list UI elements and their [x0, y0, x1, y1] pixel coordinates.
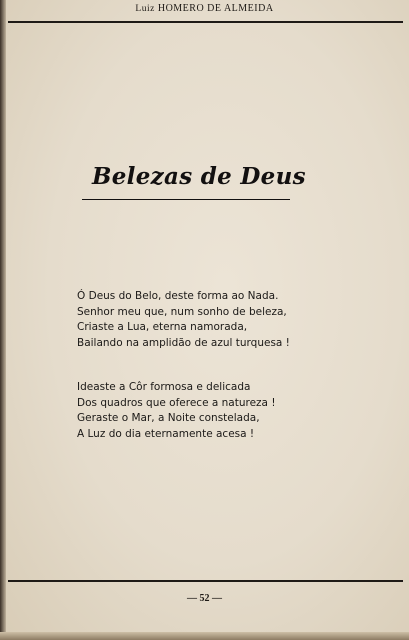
verse-line: Geraste o Mar, a Noite constelada, [77, 412, 260, 424]
verse-line: Ó Deus do Belo, deste forma ao Nada. [77, 290, 279, 302]
author-surname: HOMERO DE ALMEIDA [157, 3, 274, 14]
poem-title: Belezas de Deus [92, 163, 306, 190]
author-first-name: Luiz [135, 4, 155, 14]
verse-line: A Luz do dia eternamente acesa ! [77, 427, 255, 440]
page-left-edge [0, 0, 6, 640]
page-bottom-edge [0, 632, 409, 640]
footer-rule [8, 580, 403, 582]
stanza-2 [77, 380, 276, 442]
verse-line: Dos quadros que oferece a natureza ! [77, 396, 276, 409]
running-header [0, 3, 409, 14]
page-number: — 52 — [187, 593, 222, 604]
verse-line: Senhor meu que, num sonho de beleza, [77, 305, 287, 318]
header-rule [8, 21, 403, 23]
title-underline [82, 199, 290, 200]
stanza-1 [77, 289, 290, 351]
verse-line: Bailando na amplidão de azul turquesa ! [77, 336, 290, 349]
verse-line: Ideaste a Côr formosa e delicada [77, 381, 251, 393]
verse-line: Criaste a Lua, eterna namorada, [77, 321, 248, 333]
